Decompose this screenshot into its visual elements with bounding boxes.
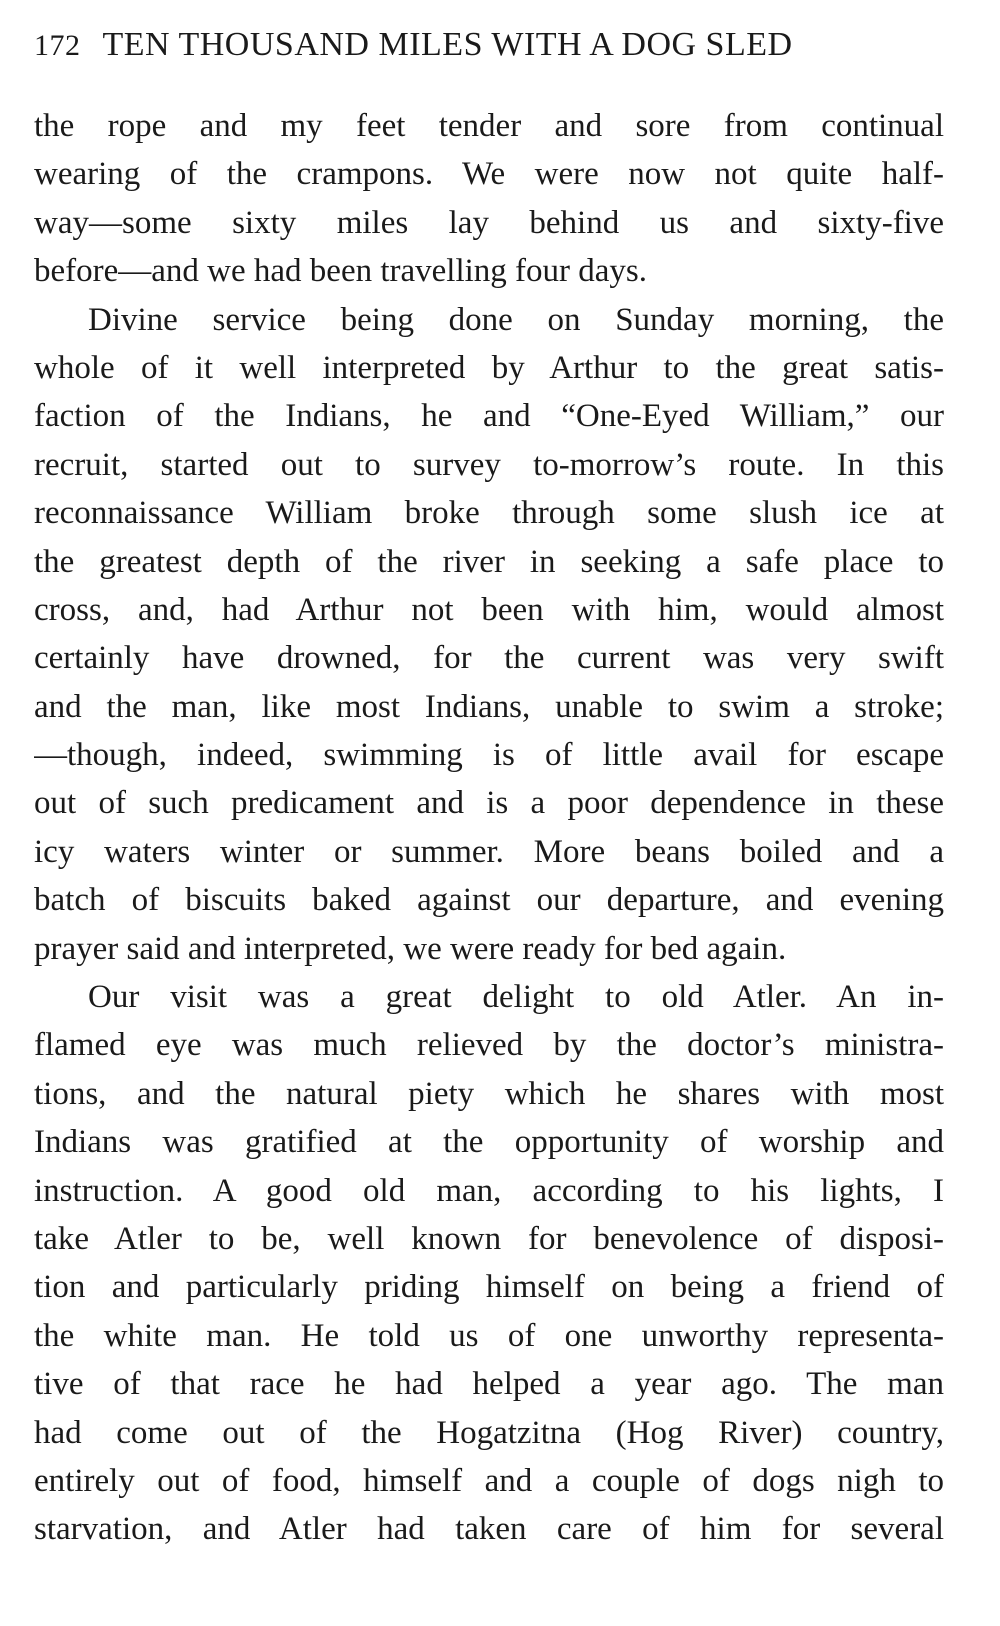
text-line: take Atler to be, well known for benevolence of disposi-: [34, 1220, 944, 1257]
page-number: 172: [34, 29, 81, 62]
text-line: tions, and the natural piety which he shares with most: [34, 1075, 944, 1112]
text-line: instruction. A good old man, according to his lights, I: [34, 1172, 944, 1209]
text-line: cross, and, had Arthur not been with him, would almost: [34, 591, 944, 628]
running-head: [34, 26, 944, 82]
text-line: out of such predicament and is a poor dependence in these: [34, 785, 944, 822]
text-line: and the man, like most Indians, unable to swim a stroke;: [34, 688, 944, 725]
text-line: entirely out of food, himself and a couple of dogs nigh to: [34, 1462, 944, 1499]
text-line: Indians was gratified at the opportunity of worship and: [34, 1124, 944, 1161]
text-line: before—and we had been travelling four days.: [34, 253, 648, 290]
running-title: TEN THOUSAND MILES WITH A DOG SLED: [102, 26, 793, 63]
text-line: the greatest depth of the river in seeking a safe place to: [34, 543, 944, 580]
text-line: recruit, started out to survey to-morrow’s route. In this: [34, 446, 944, 483]
text-line: the white man. He told us of one unworthy representa-: [34, 1317, 944, 1354]
text-line: Divine service being done on Sunday morning, the: [88, 301, 944, 338]
text-line: Our visit was a great delight to old Atler. An in-: [88, 979, 944, 1016]
text-line: batch of biscuits baked against our departure, and evening: [34, 882, 944, 919]
text-line: starvation, and Atler had taken care of him for several: [34, 1511, 944, 1548]
text-line: certainly have drowned, for the current was very swift: [34, 640, 944, 677]
text-line: faction of the Indians, he and “One-Eyed William,” our: [34, 398, 944, 435]
text-line: whole of it well interpreted by Arthur to the great satis-: [34, 349, 944, 386]
text-line: —though, indeed, swimming is of little avail for escape: [34, 737, 944, 774]
book-page: [34, 26, 944, 1606]
text-line: prayer said and interpreted, we were ready for bed again.: [34, 930, 787, 967]
body-text: [34, 102, 944, 1554]
text-line: the rope and my feet tender and sore from continual: [34, 108, 944, 144]
text-line: tive of that race he had helped a year ago. The man: [34, 1366, 944, 1403]
text-line: flamed eye was much relieved by the doctor’s ministra-: [34, 1027, 944, 1064]
text-line: reconnaissance William broke through some slush ice at: [34, 495, 944, 532]
text-line: had come out of the Hogatzitna (Hog River) country,: [34, 1414, 944, 1451]
text-line: way—some sixty miles lay behind us and sixty-five: [34, 204, 944, 241]
text-line: icy waters winter or summer. More beans boiled and a: [34, 833, 944, 870]
text-line: tion and particularly priding himself on being a friend of: [34, 1269, 944, 1306]
text-line: wearing of the crampons. We were now not quite half-: [34, 156, 944, 193]
